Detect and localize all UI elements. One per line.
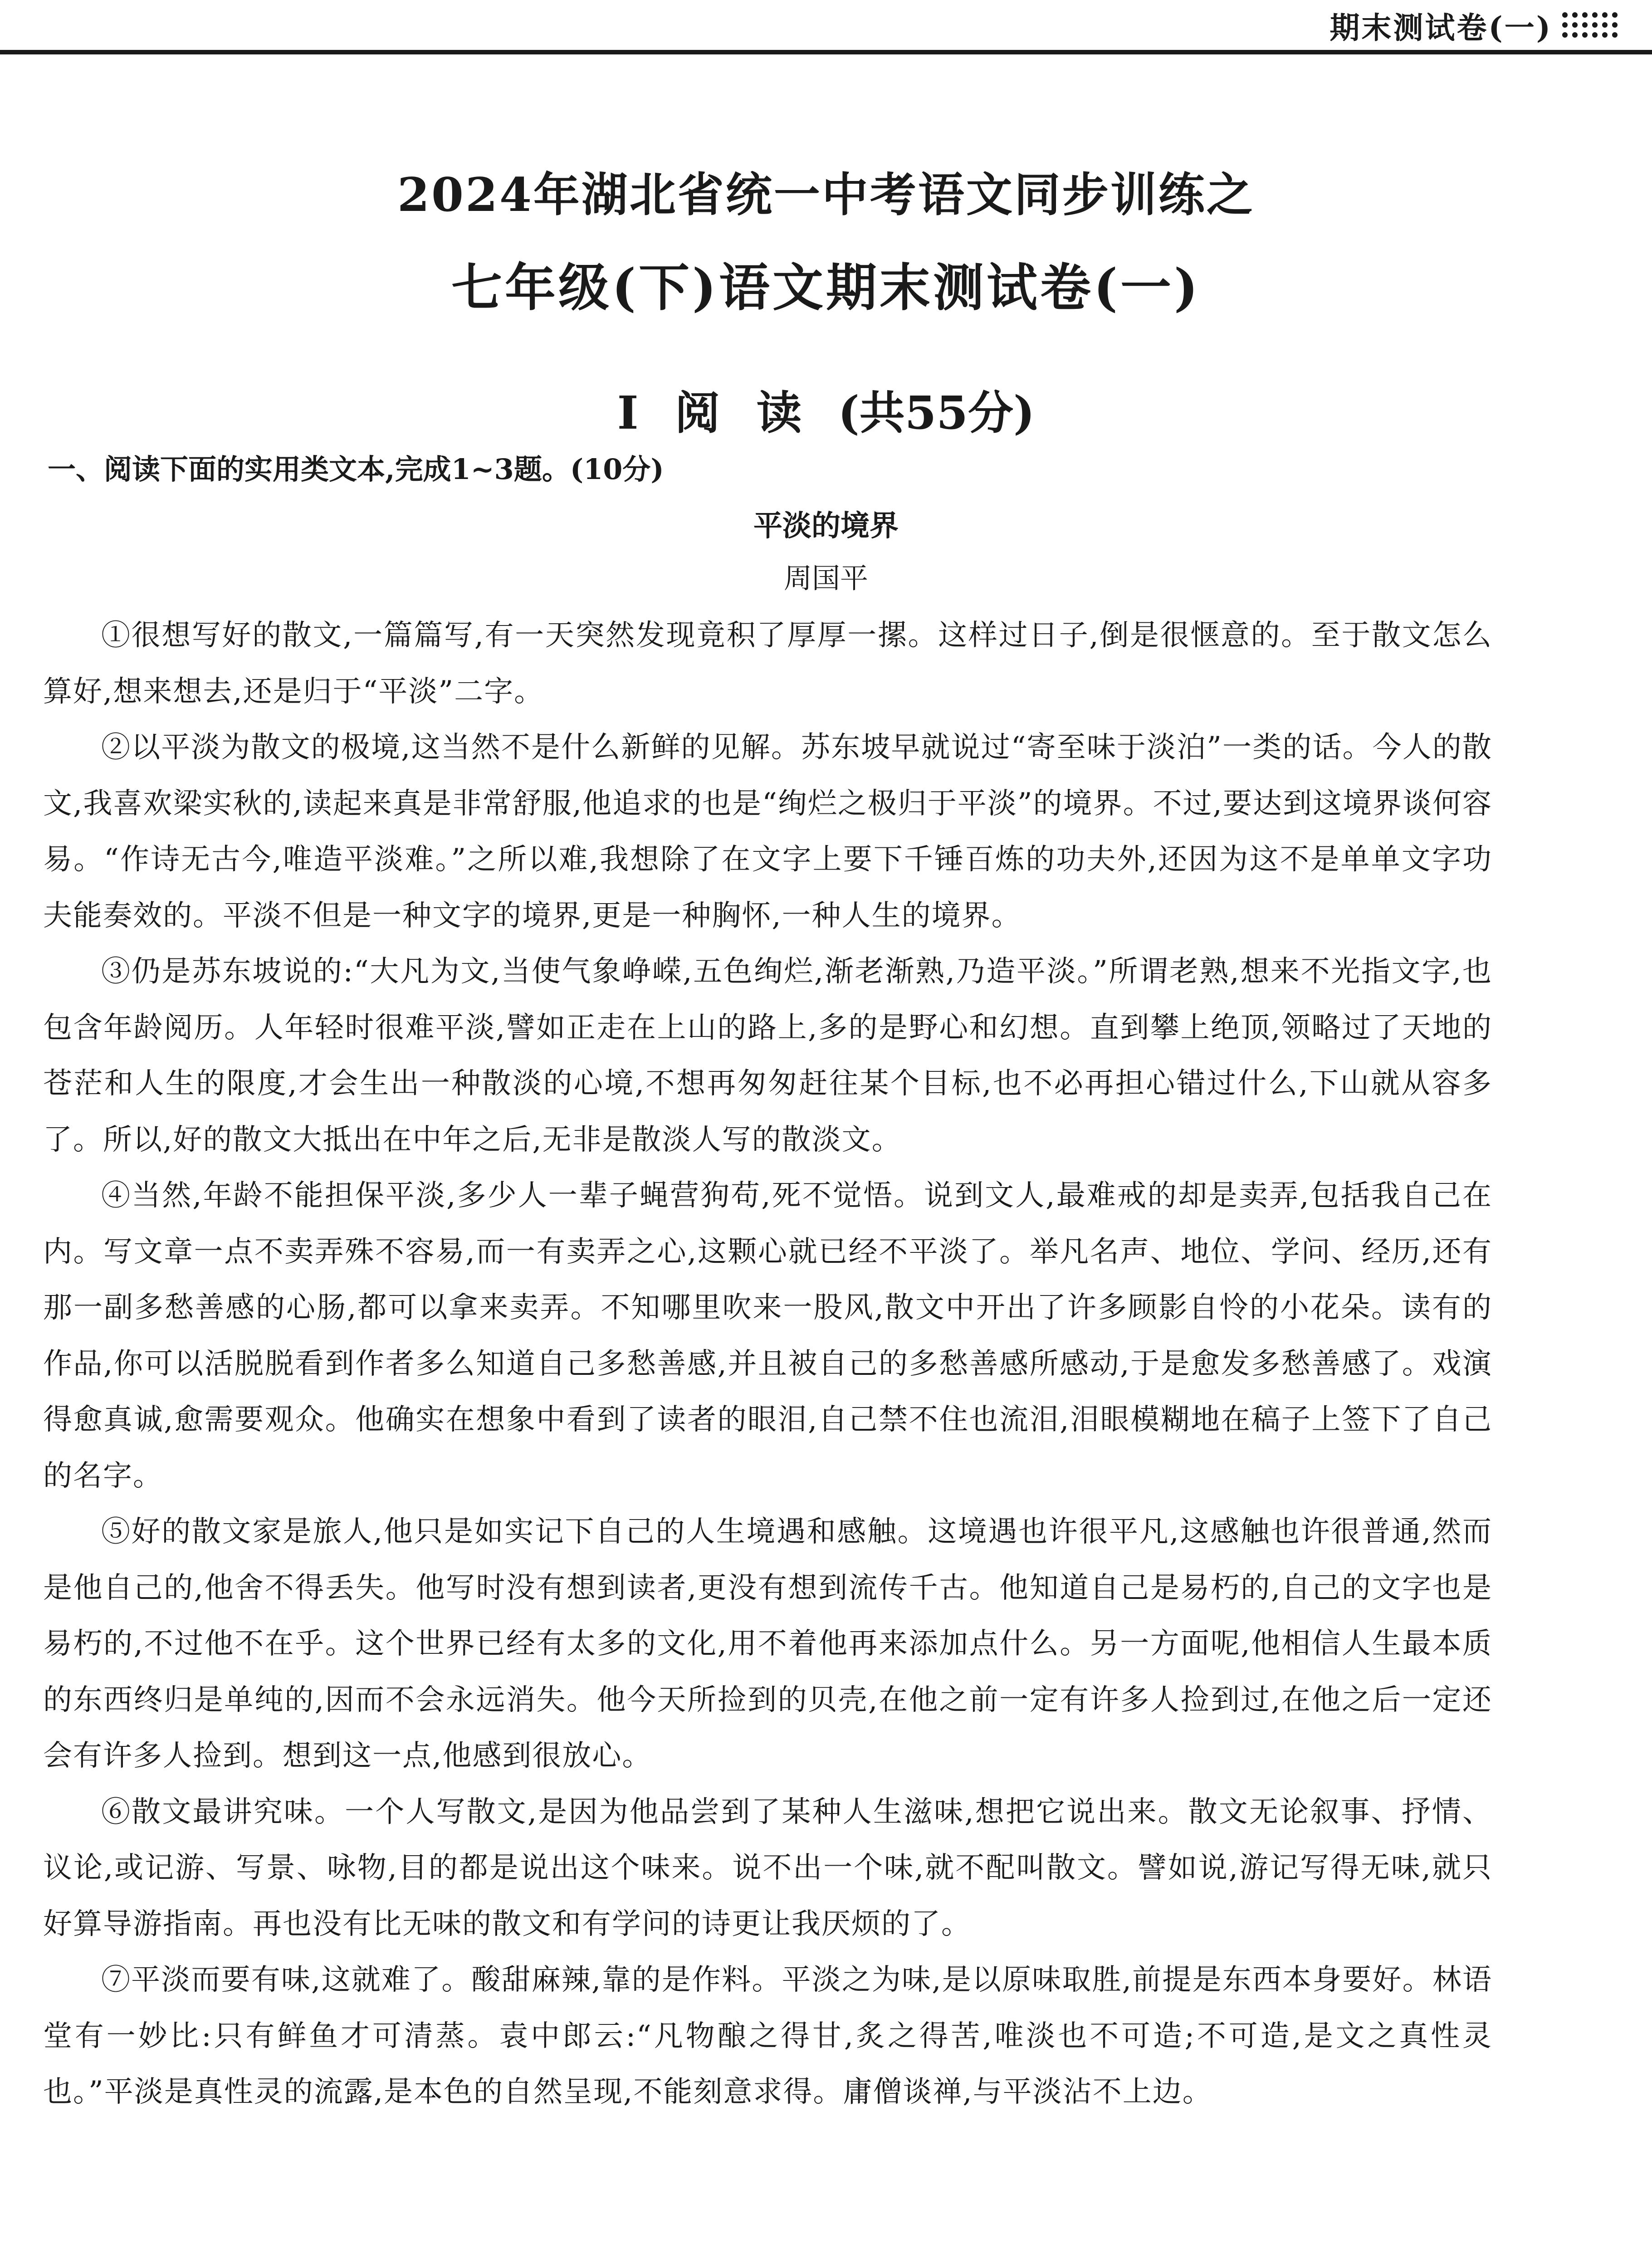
article-paragraph: ③仍是苏东坡说的:“大凡为文,当使气象峥嵘,五色绚烂,渐老渐熟,乃造平淡。”所谓老熟,想来不光指文字,也包含年龄阅历。人年轻时很难平淡,譬如正走在上山的路上,多的是野心和幻想。直到攀上绝顶,领略过了天地的苍茫和人生的限度,才会生出一种散淡的心境,不想再匆匆赶往某个目标,也不必再担心错过什么,下山就从容多了。所以,好的散文大抵出在中年之后,无非是散淡人写的散淡文。	[43, 955, 1492, 1157]
article-paragraph: ①很想写好的散文,一篇篇写,有一天突然发现竟积了厚厚一摞。这样过日子,倒是很惬意的。至于散文怎么算好,想来想去,还是归于“平淡”二字。	[43, 619, 1492, 709]
section-name-char2: 读	[756, 386, 802, 440]
article-paragraph: ②以平淡为散文的极境,这当然不是什么新鲜的见解。苏东坡早就说过“寄至味于淡泊”一类的话。今人的散文,我喜欢梁实秋的,读起来真是非常舒服,他追求的也是“绚烂之极归于平淡”的境界。不过,要达到这境界谈何容易。“作诗无古今,唯造平淡难。”之所以难,我想除了在文字上要下千锤百炼的功夫外,还因为这不是单单文字功夫能奏效的。平淡不但是一种文字的境界,更是一种胸怀,一种人生的境界。	[43, 731, 1492, 933]
exam-title-line1: 2024年湖北省统一中考语文同步训练之	[397, 168, 1255, 222]
question-instruction: 一、阅读下面的实用类文本,完成1~3题。(10分)	[48, 453, 664, 486]
header-divider	[0, 50, 1652, 54]
article-title: 平淡的境界	[753, 509, 899, 543]
article-paragraph: ⑤好的散文家是旅人,他只是如实记下自己的人生境遇和感触。这境遇也许很平凡,这感触也许很普通,然而是他自己的,他舍不得丢失。他写时没有想到读者,更没有想到流传千古。他知道自己是易朽的,自己的文字也是易朽的,不过他不在乎。这个世界已经有太多的文化,用不着他再来添加点什么。另一方面呢,他相信人生最本质的东西终归是单纯的,因而不会永远消失。他今天所捡到的贝壳,在他之前一定有许多人捡到过,在他之后一定还会有许多人捡到。想到这一点,他感到很放心。	[43, 1515, 1492, 1773]
section-heading	[0, 376, 1652, 442]
article-body	[43, 608, 1492, 2121]
exam-title-line2: 七年级(下)语文期末测试卷(一)	[451, 258, 1201, 318]
article-paragraph: ⑦平淡而要有味,这就难了。酸甜麻辣,靠的是作料。平淡之为味,是以原味取胜,前提是东西本身要好。林语堂有一妙比:只有鲜鱼才可清蒸。袁中郎云:“凡物酿之得甘,炙之得苦,唯淡也不可造;不可造,是文之真性灵也。”平淡是真性灵的流露,是本色的自然呈现,不能刻意求得。庸僧谈禅,与平淡沾不上边。	[43, 1963, 1492, 2109]
section-score: (共55分)	[838, 386, 1035, 440]
section-name-char1: 阅	[674, 386, 720, 440]
header-tag-text: 期末测试卷(一)	[1329, 10, 1552, 45]
running-header	[1312, 0, 1652, 50]
article-author: 周国平	[783, 562, 868, 595]
article-paragraph: ④当然,年龄不能担保平淡,多少人一辈子蝇营狗苟,死不觉悟。说到文人,最难戒的却是卖弄,包括我自己在内。写文章一点不卖弄殊不容易,而一有卖弄之心,这颗心就已经不平淡了。举凡名声、地位、学问、经历,还有那一副多愁善感的心肠,都可以拿来卖弄。不知哪里吹来一股风,散文中开出了许多顾影自怜的小花朵。读有的作品,你可以活脱脱看到作者多么知道自己多愁善感,并且被自己的多愁善感所感动,于是愈发多愁善感了。戏演得愈真诚,愈需要观众。他确实在想象中看到了读者的眼泪,自己禁不住也流泪,泪眼模糊地在稿子上签下了自己的名字。	[43, 1179, 1492, 1493]
exam-title-block	[0, 161, 1652, 324]
section-roman: I	[617, 386, 639, 440]
dot-grid-icon	[1561, 11, 1620, 39]
article-paragraph: ⑥散文最讲究味。一个人写散文,是因为他品尝到了某种人生滋味,想把它说出来。散文无论叙事、抒情、议论,或记游、写景、咏物,目的都是说出这个味来。说不出一个味,就不配叫散文。譬如说,游记写得无味,就只好算导游指南。再也没有比无味的散文和有学问的诗更让我厌烦的了。	[43, 1795, 1492, 1941]
